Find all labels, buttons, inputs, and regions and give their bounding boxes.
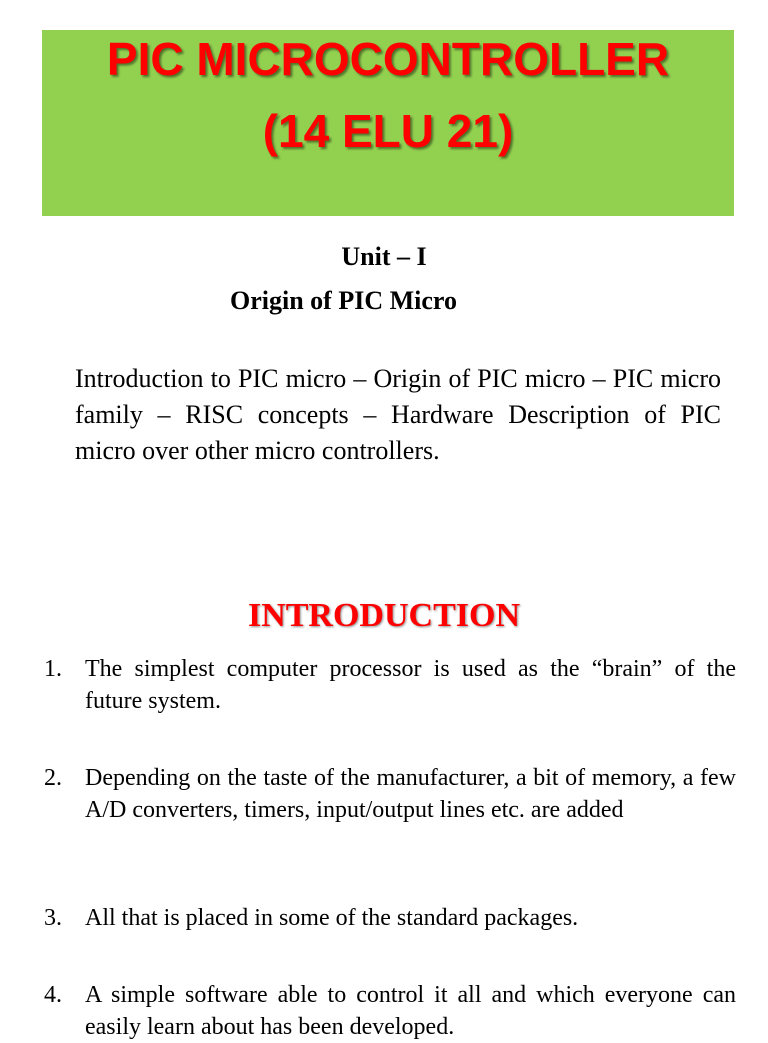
- list-item: [44, 902, 736, 934]
- unit-subtitle: Origin of PIC Micro: [230, 286, 457, 315]
- list-item-text: All that is placed in some of the standard packages.: [85, 905, 579, 931]
- unit-label: Unit – I: [341, 242, 427, 271]
- list-item-text: Depending on the taste of the manufacturer, a bit of memory, a few A/D converters, timers, input/output lines etc. are added: [85, 765, 736, 823]
- list-item-number: 3.: [44, 905, 62, 931]
- syllabus-paragraph: Introduction to PIC micro – Origin of PIC micro – PIC micro family – RISC concepts – Hardware Description of PIC micro over other micro controllers.: [75, 364, 721, 465]
- list-item-text: A simple software able to control it all and which everyone can easily learn about has been developed.: [85, 982, 736, 1040]
- introduction-heading: INTRODUCTION: [247, 597, 521, 634]
- list-item: [44, 762, 736, 826]
- list-item-text: The simplest computer processor is used as the “brain” of the future system.: [85, 656, 736, 714]
- list-item-number: 4.: [44, 982, 62, 1008]
- list-item-number: 2.: [44, 765, 62, 791]
- title-line-1: PIC MICROCONTROLLER: [106, 33, 670, 85]
- list-item: [44, 979, 736, 1043]
- list-item: [44, 653, 736, 717]
- list-item-number: 1.: [44, 656, 62, 682]
- title-line-2: (14 ELU 21): [262, 105, 514, 157]
